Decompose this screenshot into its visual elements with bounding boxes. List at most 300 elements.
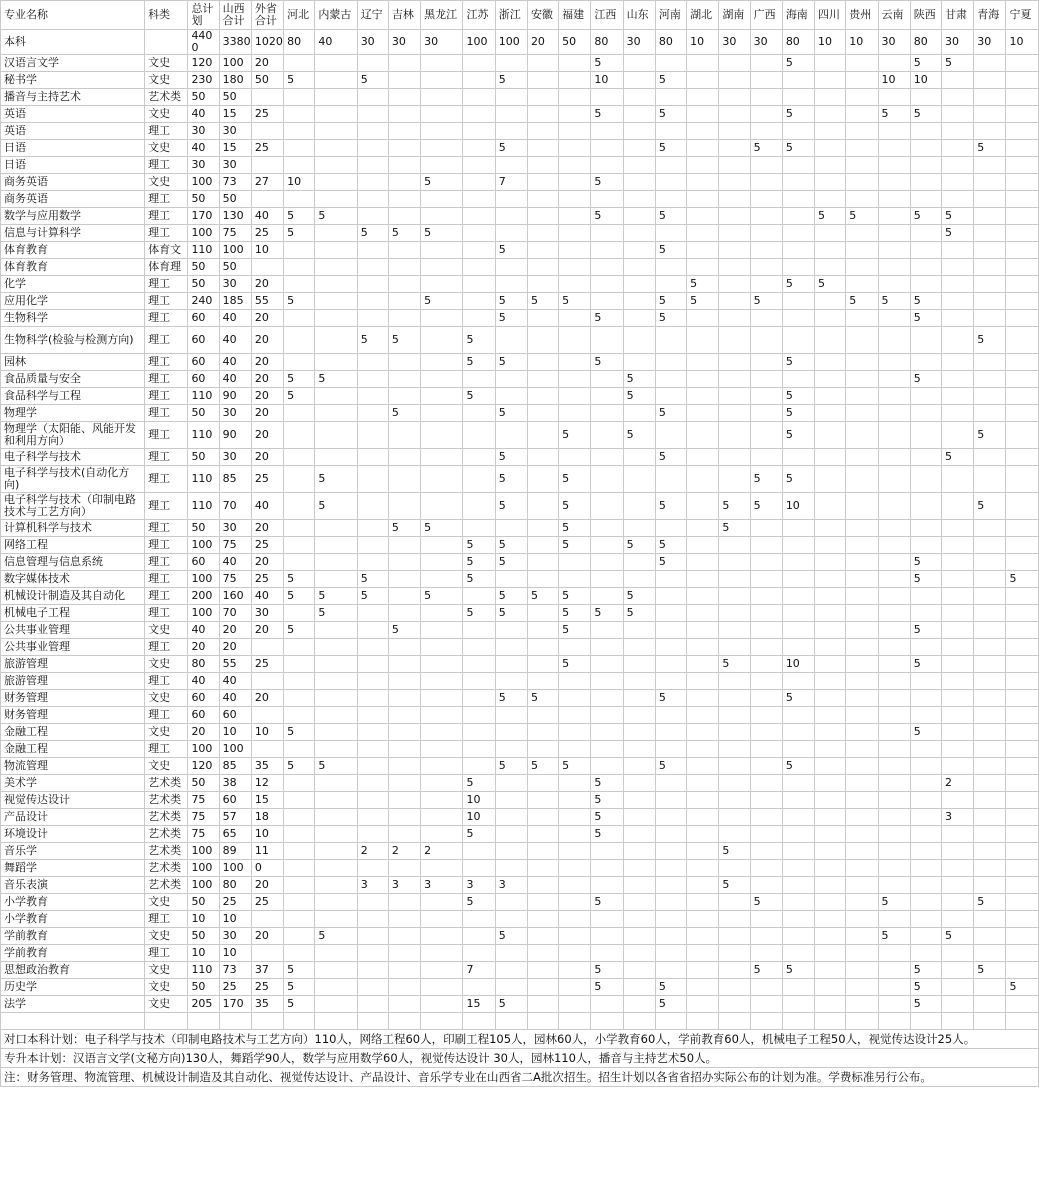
cell (846, 259, 878, 276)
cell (421, 140, 463, 157)
cell (463, 55, 495, 72)
cell (815, 656, 846, 673)
cell (846, 945, 878, 962)
cell (782, 191, 814, 208)
cell: 5 (782, 388, 814, 405)
cell (388, 449, 420, 466)
cell (1006, 707, 1039, 724)
cell (421, 962, 463, 979)
table-row (1, 928, 1039, 945)
cell: 5 (878, 928, 910, 945)
cell: 5 (719, 656, 750, 673)
cell: 80 (782, 30, 814, 55)
cell (910, 639, 941, 656)
cell (750, 656, 782, 673)
cell: 10 (910, 72, 941, 89)
cell (878, 860, 910, 877)
cell (687, 537, 719, 554)
cell: 5 (357, 72, 388, 89)
cell (878, 945, 910, 962)
cell: 5 (878, 894, 910, 911)
cell (687, 758, 719, 775)
cell (495, 123, 527, 140)
cell (941, 72, 973, 89)
empty-cell (846, 1013, 878, 1030)
table-row (1, 449, 1039, 466)
cell (910, 493, 941, 520)
cell: 5 (591, 605, 623, 622)
cell (357, 106, 388, 123)
cell (655, 945, 686, 962)
cell: 文史 (145, 979, 188, 996)
cell (846, 466, 878, 493)
cell (251, 639, 283, 656)
cell (687, 157, 719, 174)
cell (284, 911, 315, 928)
cell (421, 371, 463, 388)
cell (284, 157, 315, 174)
cell (974, 571, 1006, 588)
cell (846, 979, 878, 996)
cell (357, 707, 388, 724)
cell (719, 225, 750, 242)
cell (623, 466, 655, 493)
cell (1006, 758, 1039, 775)
cell (495, 225, 527, 242)
cell (782, 673, 814, 690)
cell (719, 174, 750, 191)
cell (974, 466, 1006, 493)
cell (846, 242, 878, 259)
cell: 5 (495, 405, 527, 422)
cell (687, 106, 719, 123)
cell (463, 843, 495, 860)
cell (750, 371, 782, 388)
cell: 产品设计 (1, 809, 145, 826)
cell (1006, 809, 1039, 826)
cell: 25 (251, 225, 283, 242)
cell (846, 140, 878, 157)
cell (878, 809, 910, 826)
empty-cell (284, 1013, 315, 1030)
cell (878, 208, 910, 225)
cell (846, 588, 878, 605)
table-row (1, 422, 1039, 449)
cell (687, 656, 719, 673)
cell (527, 371, 558, 388)
cell: 文史 (145, 55, 188, 72)
cell (145, 30, 188, 55)
cell (623, 191, 655, 208)
cell (815, 826, 846, 843)
total-row (1, 30, 1039, 55)
cell (495, 106, 527, 123)
cell (878, 276, 910, 293)
cell (910, 605, 941, 622)
cell: 5 (782, 690, 814, 707)
cell (284, 106, 315, 123)
cell: 机械设计制造及其自动化 (1, 588, 145, 605)
cell: 舞蹈学 (1, 860, 145, 877)
cell (974, 225, 1006, 242)
cell (527, 354, 558, 371)
cell (357, 928, 388, 945)
cell (527, 123, 558, 140)
cell (527, 724, 558, 741)
cell (559, 809, 591, 826)
cell (910, 405, 941, 422)
cell (815, 123, 846, 140)
cell (910, 758, 941, 775)
cell: 5 (527, 690, 558, 707)
cell (910, 673, 941, 690)
table-row (1, 466, 1039, 493)
cell: 100 (219, 741, 251, 758)
cell: 5 (495, 690, 527, 707)
cell (941, 911, 973, 928)
cell (388, 310, 420, 327)
cell (750, 106, 782, 123)
cell (687, 622, 719, 639)
cell (1006, 656, 1039, 673)
cell: 机械电子工程 (1, 605, 145, 622)
cell: 科类 (145, 1, 188, 30)
cell: 文史 (145, 656, 188, 673)
cell (974, 690, 1006, 707)
cell (750, 707, 782, 724)
cell (687, 911, 719, 928)
cell (782, 775, 814, 792)
empty-cell (910, 1013, 941, 1030)
cell (357, 55, 388, 72)
cell (591, 242, 623, 259)
empty-cell (463, 1013, 495, 1030)
cell (815, 405, 846, 422)
cell: 山东 (623, 1, 655, 30)
cell (750, 843, 782, 860)
cell: 60 (188, 354, 219, 371)
cell (388, 174, 420, 191)
cell (655, 276, 686, 293)
cell (974, 775, 1006, 792)
cell: 理工 (145, 520, 188, 537)
empty-cell (559, 1013, 591, 1030)
cell (1006, 673, 1039, 690)
cell: 信息管理与信息系统 (1, 554, 145, 571)
cell (495, 422, 527, 449)
cell (495, 894, 527, 911)
cell (974, 157, 1006, 174)
cell (815, 741, 846, 758)
cell: 财务管理 (1, 707, 145, 724)
cell: 公共事业管理 (1, 622, 145, 639)
cell (910, 826, 941, 843)
cell: 5 (559, 758, 591, 775)
cell (357, 758, 388, 775)
cell (655, 639, 686, 656)
cell (910, 466, 941, 493)
table-row (1, 588, 1039, 605)
cell (623, 554, 655, 571)
cell (527, 174, 558, 191)
cell (719, 140, 750, 157)
cell: 5 (910, 962, 941, 979)
cell (687, 371, 719, 388)
cell: 甘肃 (941, 1, 973, 30)
cell (527, 276, 558, 293)
cell (463, 449, 495, 466)
cell (815, 639, 846, 656)
cell (687, 327, 719, 354)
cell (527, 157, 558, 174)
cell: 25 (251, 571, 283, 588)
cell (750, 554, 782, 571)
cell: 5 (315, 371, 357, 388)
empty-cell (495, 1013, 527, 1030)
cell (941, 388, 973, 405)
cell: 3 (357, 877, 388, 894)
cell (878, 639, 910, 656)
cell (846, 690, 878, 707)
table-row (1, 877, 1039, 894)
cell (910, 928, 941, 945)
cell: 5 (782, 55, 814, 72)
cell: 5 (623, 588, 655, 605)
cell: 5 (750, 493, 782, 520)
cell (463, 106, 495, 123)
cell (421, 622, 463, 639)
cell (846, 123, 878, 140)
cell (315, 123, 357, 140)
cell: 理工 (145, 371, 188, 388)
cell (910, 157, 941, 174)
cell (782, 843, 814, 860)
cell: 7 (463, 962, 495, 979)
cell (878, 371, 910, 388)
cell (527, 962, 558, 979)
cell (878, 843, 910, 860)
cell: 50 (188, 449, 219, 466)
cell: 10 (1006, 30, 1039, 55)
cell (878, 571, 910, 588)
table-row (1, 371, 1039, 388)
cell (315, 422, 357, 449)
cell: 物流管理 (1, 758, 145, 775)
cell: 60 (188, 690, 219, 707)
empty-cell (357, 1013, 388, 1030)
cell (421, 996, 463, 1013)
cell (284, 259, 315, 276)
cell (815, 310, 846, 327)
cell (315, 945, 357, 962)
cell (687, 588, 719, 605)
cell (941, 860, 973, 877)
cell (878, 877, 910, 894)
cell: 内蒙古 (315, 1, 357, 30)
cell (421, 945, 463, 962)
cell (750, 174, 782, 191)
cell (527, 673, 558, 690)
cell: 四川 (815, 1, 846, 30)
cell (687, 894, 719, 911)
cell (782, 588, 814, 605)
cell (910, 422, 941, 449)
cell: 30 (750, 30, 782, 55)
cell (1006, 894, 1039, 911)
cell: 50 (559, 30, 591, 55)
table-row (1, 208, 1039, 225)
cell (527, 639, 558, 656)
cell (687, 310, 719, 327)
cell (941, 877, 973, 894)
table-row (1, 639, 1039, 656)
cell (357, 422, 388, 449)
cell: 金融工程 (1, 741, 145, 758)
cell (623, 89, 655, 106)
cell: 5 (782, 962, 814, 979)
cell: 5 (910, 55, 941, 72)
cell (910, 174, 941, 191)
cell: 5 (357, 571, 388, 588)
cell (782, 860, 814, 877)
cell: 5 (974, 140, 1006, 157)
cell (719, 449, 750, 466)
cell: 日语 (1, 140, 145, 157)
cell (623, 639, 655, 656)
cell (623, 690, 655, 707)
cell (719, 310, 750, 327)
cell: 5 (655, 72, 686, 89)
cell (974, 724, 1006, 741)
cell (527, 106, 558, 123)
cell: 20 (251, 276, 283, 293)
cell (815, 877, 846, 894)
cell (284, 860, 315, 877)
cell (623, 656, 655, 673)
cell: 57 (219, 809, 251, 826)
cell (251, 673, 283, 690)
cell (750, 537, 782, 554)
empty-cell (1006, 1013, 1039, 1030)
cell (750, 388, 782, 405)
cell: 100 (188, 571, 219, 588)
cell (284, 707, 315, 724)
cell (719, 758, 750, 775)
cell (388, 208, 420, 225)
cell: 日语 (1, 157, 145, 174)
cell (655, 673, 686, 690)
cell: 理工 (145, 571, 188, 588)
table-row (1, 140, 1039, 157)
cell (388, 537, 420, 554)
cell (1006, 208, 1039, 225)
cell (941, 422, 973, 449)
cell: 90 (219, 422, 251, 449)
cell: 5 (559, 622, 591, 639)
cell (846, 55, 878, 72)
cell: 应用化学 (1, 293, 145, 310)
cell (559, 860, 591, 877)
cell: 文史 (145, 928, 188, 945)
cell: 辽宁 (357, 1, 388, 30)
cell (719, 405, 750, 422)
cell (623, 996, 655, 1013)
cell (559, 673, 591, 690)
cell: 30 (719, 30, 750, 55)
cell (623, 741, 655, 758)
cell (463, 466, 495, 493)
cell (527, 979, 558, 996)
cell (974, 928, 1006, 945)
cell (878, 792, 910, 809)
cell (388, 493, 420, 520)
cell: 历史学 (1, 979, 145, 996)
cell (463, 493, 495, 520)
cell (591, 707, 623, 724)
cell (357, 259, 388, 276)
cell (750, 72, 782, 89)
cell (846, 225, 878, 242)
cell (357, 174, 388, 191)
cell: 40 (219, 690, 251, 707)
cell (846, 962, 878, 979)
cell (284, 520, 315, 537)
table-row (1, 894, 1039, 911)
cell (1006, 327, 1039, 354)
cell (1006, 554, 1039, 571)
cell (284, 191, 315, 208)
cell: 5 (591, 354, 623, 371)
cell (527, 259, 558, 276)
cell (623, 208, 655, 225)
cell (655, 911, 686, 928)
cell (315, 293, 357, 310)
cell: 10 (188, 945, 219, 962)
cell (591, 741, 623, 758)
cell (315, 554, 357, 571)
cell (750, 673, 782, 690)
cell: 10 (815, 30, 846, 55)
cell: 理工 (145, 449, 188, 466)
cell (559, 310, 591, 327)
cell: 计算机科学与技术 (1, 520, 145, 537)
cell (527, 89, 558, 106)
cell (655, 588, 686, 605)
cell (655, 928, 686, 945)
cell (815, 775, 846, 792)
cell (463, 928, 495, 945)
cell (655, 656, 686, 673)
cell: 广西 (750, 1, 782, 30)
cell: 河北 (284, 1, 315, 30)
cell (421, 571, 463, 588)
cell (1006, 225, 1039, 242)
cell (974, 106, 1006, 123)
cell (463, 520, 495, 537)
cell (591, 405, 623, 422)
cell (815, 293, 846, 310)
cell (463, 208, 495, 225)
cell (463, 174, 495, 191)
cell (388, 72, 420, 89)
cell (719, 388, 750, 405)
cell (719, 911, 750, 928)
cell (527, 775, 558, 792)
cell: 25 (251, 979, 283, 996)
cell (719, 354, 750, 371)
cell (878, 554, 910, 571)
cell: 100 (188, 741, 219, 758)
